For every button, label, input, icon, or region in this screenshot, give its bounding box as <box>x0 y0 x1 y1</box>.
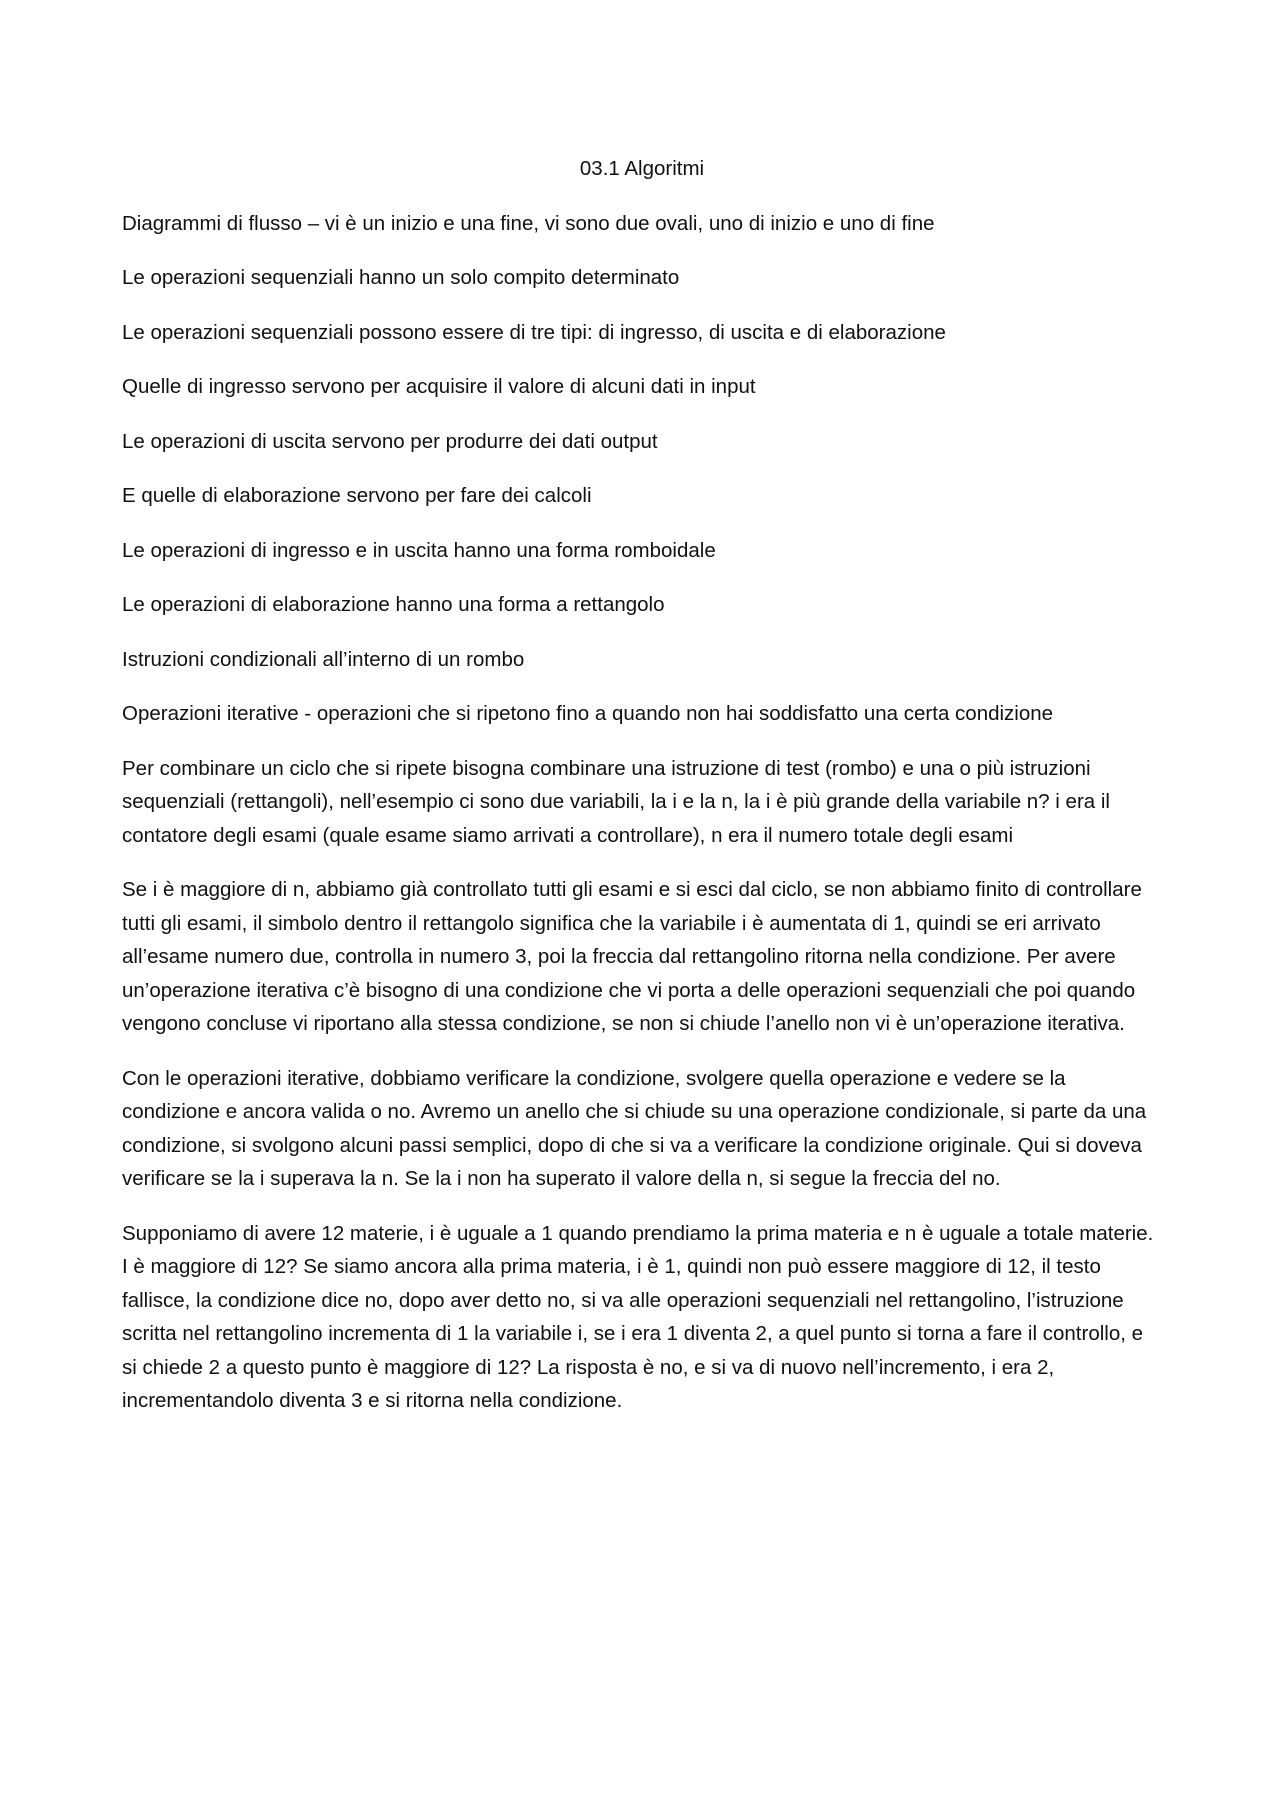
paragraph: Le operazioni di elaborazione hanno una forma a rettangolo <box>122 593 665 616</box>
paragraph: Supponiamo di avere 12 materie, i è uguale a 1 quando prendiamo la prima materia e n è uguale a totale materie. I è maggiore di 12? Se siamo ancora alla prima materia, i è 1, quindi non può essere maggiore di 12, il testo fallisce, la condizione dice no, dopo aver detto no, si va alle operazioni sequenziali nel rettangolino, l’istruzione scritta nel rettangolino incrementa di 1 la variabile i, se i era 1 diventa 2, a quel punto si torna a fare il controllo, e si chiede 2 a questo punto è maggiore di 12? La risposta è no, e si va di nuovo nell’incremento, i era 2, incrementandolo diventa 3 e si ritorna nella condizione. <box>122 1221 1154 1412</box>
paragraph: Le operazioni di ingresso e in uscita hanno una forma romboidale <box>122 538 716 562</box>
paragraph: Con le operazioni iterative, dobbiamo verificare la condizione, svolgere quella operazione e vedere se la condizione e ancora valida o no. Avremo un anello che si chiude su una operazione condizionale, si parte da una condizione, si svolgono alcuni passi semplici, dopo di che si va a verificare la condizione originale. Qui si doveva verificare se la i superava la n. Se la i non ha superato il valore della n, si segue la freccia del no. <box>122 1066 1147 1190</box>
paragraph: Diagrammi di flusso – vi è un inizio e una fine, vi sono due ovali, uno di inizio e uno di fine <box>122 211 935 235</box>
document-title: 03.1 Algoritmi <box>579 157 705 180</box>
paragraph: Quelle di ingresso servono per acquisire il valore di alcuni dati in input <box>122 375 756 398</box>
paragraph: Le operazioni di uscita servono per produrre dei dati output <box>122 429 658 453</box>
paragraph: Le operazioni sequenziali possono essere di tre tipi: di ingresso, di uscita e di elaborazione <box>122 320 946 344</box>
paragraph: Istruzioni condizionali all’interno di un rombo <box>122 647 525 671</box>
paragraph: Per combinare un ciclo che si ripete bisogna combinare una istruzione di test (rombo) e una o più istruzioni sequenziali (rettangoli), nell’esempio ci sono due variabili, la i e la n, la i è più grande della variabile n? i era il contatore degli esami (quale esame siamo arrivati a controllare), n era il numero totale degli esami <box>122 756 1110 847</box>
document-body <box>122 152 1162 1439</box>
paragraph: Se i è maggiore di n, abbiamo già controllato tutti gli esami e si esci dal ciclo, se non abbiamo finito di controllare tutti gli esami, il simbolo dentro il rettangolo significa che la variabile i è aumentata di 1, quindi se eri arrivato all’esame numero due, controlla in numero 3, poi la freccia dal rettangolino ritorna nella condizione. Per avere un’operazione iterativa c’è bisogno di una condizione che vi porta a delle operazioni sequenziali che poi quando vengono concluse vi riportano alla stessa condizione, se non si chiude l’anello non vi è un’operazione iterativa. <box>122 878 1142 1035</box>
paragraph: E quelle di elaborazione servono per fare dei calcoli <box>122 484 592 507</box>
paragraph: Operazioni iterative - operazioni che si ripetono fino a quando non hai soddisfatto una certa condizione <box>122 702 1054 725</box>
paragraph: Le operazioni sequenziali hanno un solo compito determinato <box>122 266 680 289</box>
